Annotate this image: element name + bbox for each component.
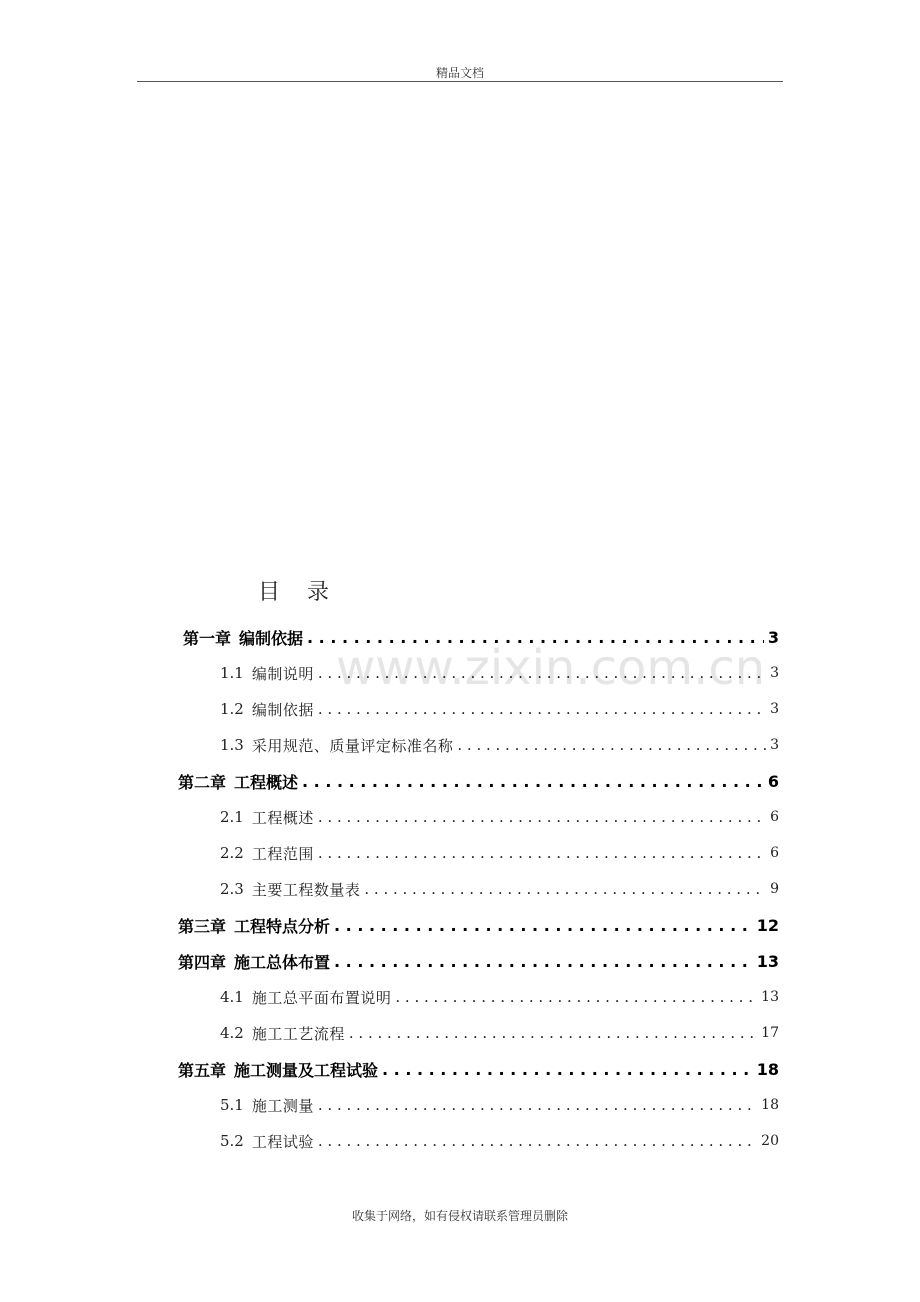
toc-entry-label: 主要工程数量表 xyxy=(251,880,361,899)
toc-entry[interactable] xyxy=(183,619,779,655)
toc-entry[interactable] xyxy=(220,979,779,1015)
toc-dot-leader xyxy=(318,1096,757,1114)
toc-entry-label: 工程概述 xyxy=(234,772,299,792)
toc-entry-page: 3 xyxy=(770,665,779,681)
toc-entry[interactable] xyxy=(220,799,779,835)
toc-entry-number: 2.3 xyxy=(220,880,244,898)
toc-entry-label: 编制依据 xyxy=(251,700,314,719)
toc-entry-label: 施工总体布置 xyxy=(234,952,331,972)
toc-entry-label: 工程概述 xyxy=(251,808,314,827)
toc-dot-leader xyxy=(302,772,764,791)
toc-entry-label: 工程范围 xyxy=(251,844,314,863)
toc-entry-number: 5.2 xyxy=(220,1132,244,1150)
toc-entry-number: 4.1 xyxy=(220,988,244,1006)
toc-entry-label: 施工工艺流程 xyxy=(251,1024,345,1043)
toc-dot-leader xyxy=(318,1132,757,1150)
toc-entry-page: 3 xyxy=(770,737,779,753)
toc-entry-number: 5.1 xyxy=(220,1096,244,1114)
toc-entry-page: 13 xyxy=(761,989,779,1005)
watermark: www.zixin.com.cn xyxy=(336,640,766,696)
toc-entry-page: 18 xyxy=(761,1097,779,1113)
toc-entry-number: 第二章 xyxy=(178,772,227,792)
toc-entry-number: 1.1 xyxy=(220,664,244,682)
toc-entry[interactable] xyxy=(220,655,779,691)
toc-entry-label: 采用规范、质量评定标准名称 xyxy=(251,736,454,755)
toc-dot-leader xyxy=(318,664,766,682)
toc-entry-page: 6 xyxy=(767,771,779,791)
toc-entry-page: 20 xyxy=(761,1133,779,1149)
toc-entry-label: 工程试验 xyxy=(251,1132,314,1151)
toc-entry-page: 6 xyxy=(770,845,779,861)
toc-entry-number: 第三章 xyxy=(178,916,227,936)
toc-entry[interactable] xyxy=(220,691,779,727)
toc-entry-label: 编制说明 xyxy=(251,664,314,683)
toc-entry-number: 1.2 xyxy=(220,700,244,718)
toc-entry-page: 3 xyxy=(770,701,779,717)
toc-entry-label: 工程特点分析 xyxy=(234,916,331,936)
toc-entry-page: 17 xyxy=(761,1025,779,1041)
toc-entry-label: 编制依据 xyxy=(239,628,304,648)
toc-entry-page: 3 xyxy=(767,627,779,647)
toc-entry-page: 13 xyxy=(756,951,779,971)
toc-dot-leader xyxy=(349,1024,757,1042)
toc-dot-leader xyxy=(318,700,766,718)
toc-dot-leader xyxy=(318,808,766,826)
toc-entry-number: 2.1 xyxy=(220,808,244,826)
toc-dot-leader xyxy=(382,1060,753,1079)
toc-entry[interactable] xyxy=(220,727,779,763)
toc-entry[interactable] xyxy=(178,763,779,799)
page-footer: 收集于网络，如有侵权请联系管理员删除 xyxy=(351,1209,568,1223)
toc-entry[interactable] xyxy=(220,1123,779,1159)
toc-entry-number: 4.2 xyxy=(220,1024,244,1042)
toc-entry[interactable] xyxy=(220,871,779,907)
toc-dot-leader xyxy=(334,916,753,935)
header-divider xyxy=(137,81,783,82)
toc-entry-number: 第五章 xyxy=(178,1060,227,1080)
toc-dot-leader xyxy=(307,628,764,647)
toc-entry-label: 施工测量及工程试验 xyxy=(234,1060,379,1080)
toc-title: 目 录 xyxy=(258,580,339,605)
toc-dot-leader xyxy=(364,880,766,898)
toc-entry-page: 6 xyxy=(770,809,779,825)
toc-dot-leader xyxy=(318,844,766,862)
toc-entry-label: 施工总平面布置说明 xyxy=(251,988,392,1007)
toc-entry[interactable] xyxy=(220,1087,779,1123)
toc-entry[interactable] xyxy=(178,943,779,979)
toc-dot-leader xyxy=(457,736,766,754)
toc-entry-page: 12 xyxy=(756,915,779,935)
toc-entry[interactable] xyxy=(178,1051,779,1087)
toc-entry-number: 第一章 xyxy=(183,628,232,648)
toc-entry-number: 第四章 xyxy=(178,952,227,972)
page-header: 精品文档 xyxy=(435,66,484,80)
toc-dot-leader xyxy=(334,952,753,971)
toc-entry[interactable] xyxy=(178,907,779,943)
toc-entry[interactable] xyxy=(220,835,779,871)
toc-entry-page: 18 xyxy=(756,1059,779,1079)
toc-entry-number: 2.2 xyxy=(220,844,244,862)
toc-entry-page: 9 xyxy=(770,881,779,897)
toc-entry-number: 1.3 xyxy=(220,736,244,754)
toc-dot-leader xyxy=(395,988,757,1006)
toc-entry[interactable] xyxy=(220,1015,779,1051)
toc-entry-label: 施工测量 xyxy=(251,1096,314,1115)
